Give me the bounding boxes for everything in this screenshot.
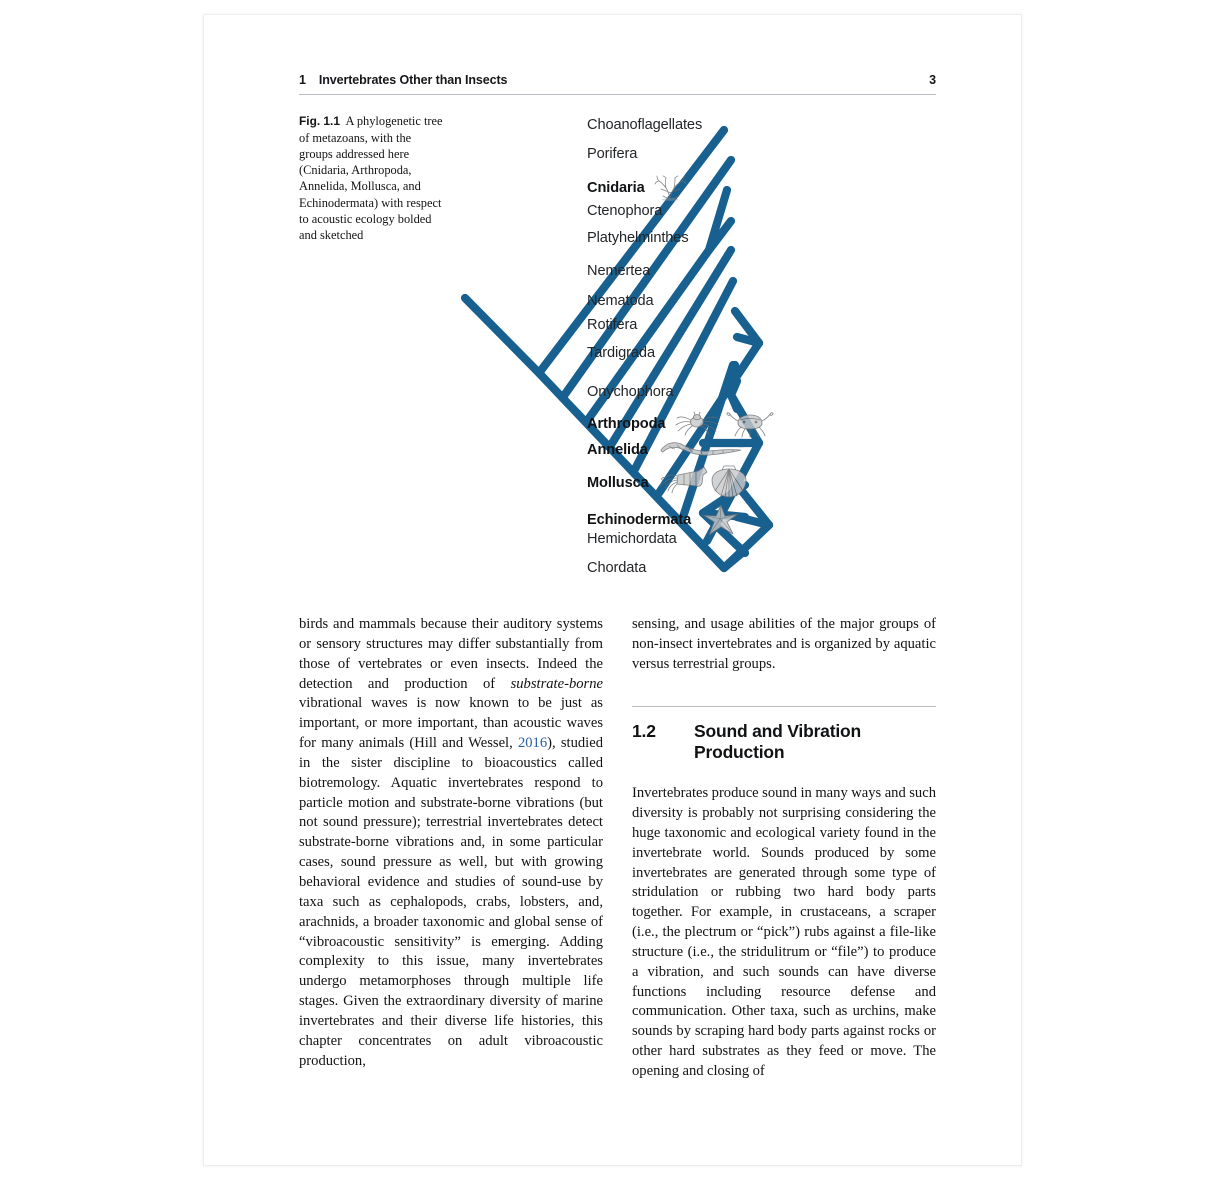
section-number: 1.2 <box>632 720 656 741</box>
taxon-label: Ctenophora <box>587 203 663 219</box>
section-heading <box>632 721 936 763</box>
right-column <box>632 615 936 1082</box>
right-column-paragraph-2: Invertebrates produce sound in many ways and such diversity is probably not surprising considering the huge taxonomic and ecological variety found in the invertebrate world. Sounds produced by some invertebrates are generated through some type of stridulation or rubbing two hard body parts together. For example, in crustaceans, a scraper (i.e., the plectrum or “pick”) rubs against a file-like structure (i.e., the stridulitrum or “file”) to produce a vibration, and such sounds can have diverse functions including resource defense and communication. Other taxa, such as urchins, make sounds by scraping hard body parts against rocks or other hard substrates as they feed or move. The opening and closing of <box>632 785 936 1079</box>
left-column-paragraph <box>299 615 603 1071</box>
taxon-label: Echinodermata <box>587 512 692 528</box>
taxon-tardigrada[interactable] <box>587 345 655 361</box>
taxon-cnidaria[interactable] <box>587 175 688 201</box>
figure-label: Fig. 1.1 <box>299 114 340 128</box>
spider-crab-sketch <box>674 410 776 438</box>
taxon-label: Porifera <box>587 146 638 162</box>
italic-term: substrate-borne <box>510 675 603 692</box>
running-head <box>299 73 936 95</box>
right-column-paragraph-1: sensing, and usage abilities of the major groups of non-insect invertebrates and is organized by aquatic versus terrestrial groups. <box>632 616 936 672</box>
section-divider <box>632 706 936 707</box>
starfish-sketch <box>700 503 740 537</box>
taxon-porifera[interactable] <box>587 146 637 162</box>
taxon-label: Cnidaria <box>587 180 645 196</box>
taxon-label: Mollusca <box>587 475 649 491</box>
taxon-onychophora[interactable] <box>587 384 674 400</box>
taxon-label: Hemichordata <box>587 531 677 547</box>
taxon-nematoda[interactable] <box>587 293 654 309</box>
coral-sketch <box>654 175 688 201</box>
taxon-label: Arthropoda <box>587 416 666 432</box>
paragraph-segment: birds and mammals because their auditory systems or sensory structures may differ substantially from those of vertebrates or even insects. Indeed the detection and production of <box>299 616 603 692</box>
body-columns <box>299 615 936 1082</box>
worm-sketch <box>657 438 745 462</box>
taxon-label: Rotifera <box>587 317 638 333</box>
page-number: 3 <box>929 73 936 87</box>
spacer <box>632 763 936 784</box>
taxon-label: Nemertea <box>587 263 651 279</box>
taxon-rotifera[interactable] <box>587 317 637 333</box>
taxon-chordata[interactable] <box>587 560 646 576</box>
taxon-label: Choanoflagellates <box>587 117 703 133</box>
taxon-arthropoda[interactable] <box>587 410 776 438</box>
taxon-label: Chordata <box>587 560 647 576</box>
taxon-label: Annelida <box>587 442 648 458</box>
left-column <box>299 615 603 1082</box>
section-title: Sound and Vibration Production <box>694 720 861 762</box>
taxon-platyhelminthes[interactable] <box>587 230 689 246</box>
taxon-ctenophora[interactable] <box>587 203 662 219</box>
taxon-label: Tardigrada <box>587 345 655 361</box>
taxon-nemertea[interactable] <box>587 263 650 279</box>
citation-link[interactable]: 2016 <box>517 735 548 752</box>
taxon-mollusca[interactable] <box>587 465 754 501</box>
figure-caption <box>299 113 445 243</box>
taxon-choanoflagellates[interactable] <box>587 117 702 133</box>
taxon-annelida[interactable] <box>587 438 745 462</box>
document-page <box>203 14 1022 1166</box>
squid-scallop-sketch <box>658 465 754 501</box>
taxon-label: Nematoda <box>587 293 654 309</box>
paragraph-segment: vibrational waves is now known to be just as important, or more important, than acoustic waves for many animals (Hill and Wessel, <box>299 695 603 752</box>
figure-1-1 <box>299 113 936 596</box>
figure-caption-text: A phylogenetic tree of metazoans, with the groups addressed here (Cnidaria, Arthropoda, Annelida, Mollusca, and Echinodermata) with respect to acoustic ecology bolded and sketched <box>299 114 443 243</box>
paragraph-segment: ), studied in the sister discipline to bioacoustics called biotremology. Aquatic invertebrates respond to particle motion and substrate-borne vibrations (but not sound pressure); terrestrial invertebrates detect substrate-borne vibrations and, in some particular cases, sound pressure as well, but with growing behavioral evidence and studies of sound-use by taxa such as cephalopods, crabs, lobsters, and, arachnids, a broader taxonomic and global sense of “vibroacoustic sensitivity” is emerging. Adding complexity to this issue, many invertebrates undergo metamorphoses through multiple life stages. Given the extraordinary diversity of marine invertebrates and their diverse life histories, this chapter concentrates on adult vibroacoustic production, <box>299 735 603 1069</box>
running-head-title: Invertebrates Other than Insects <box>318 73 508 87</box>
taxon-label: Platyhelminthes <box>587 230 689 246</box>
taxon-hemichordata[interactable] <box>587 531 677 547</box>
page-content <box>299 73 936 596</box>
running-head-chapter-number: 1 <box>299 73 306 87</box>
taxon-label: Onychophora <box>587 384 674 400</box>
